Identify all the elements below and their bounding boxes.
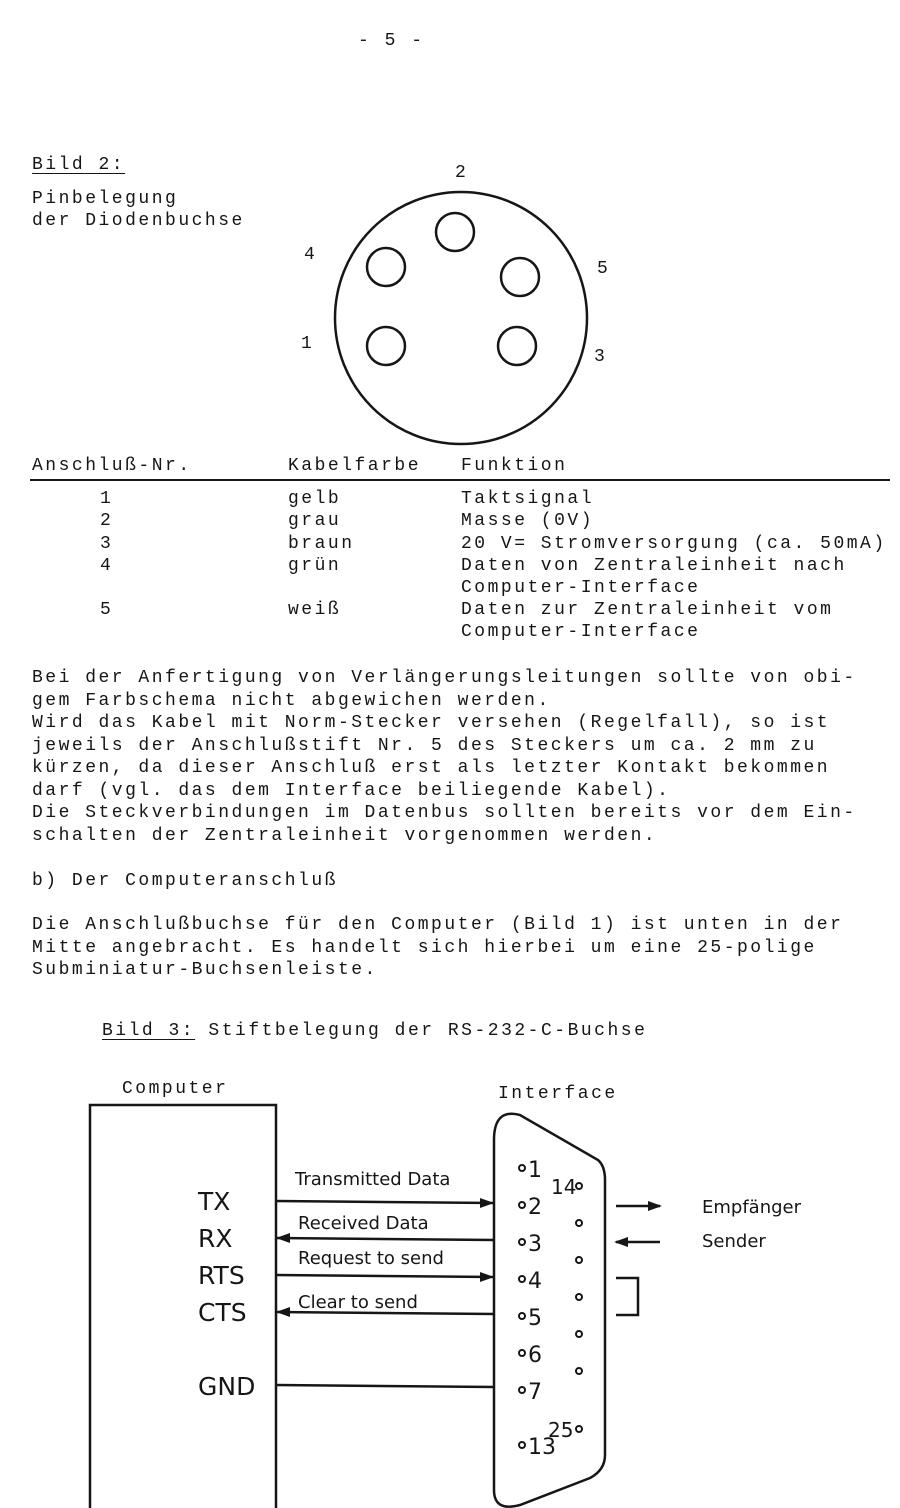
- pin-13: 13: [528, 1435, 556, 1460]
- row-function: 20 V= Stromversorgung (ca. 50mA): [461, 534, 887, 554]
- cts-arrowhead: [276, 1307, 290, 1317]
- pin-6: 6: [528, 1343, 542, 1368]
- row-function: Daten von Zentraleinheit nach: [461, 556, 847, 576]
- pin-1: 1: [528, 1158, 542, 1183]
- text-line: Wird das Kabel mit Norm-Stecker versehen (Regelfall), so ist: [32, 713, 831, 733]
- empfaenger-arrowhead: [648, 1201, 662, 1211]
- row-nr: 5: [100, 600, 114, 620]
- din-pin-2-label: 2: [455, 163, 469, 183]
- text-line: jeweils der Anschlußstift Nr. 5 des Steckers um ca. 2 mm zu: [32, 736, 817, 756]
- line-label-clear: Clear to send: [298, 1292, 418, 1313]
- row-nr: 3: [100, 534, 114, 554]
- rts-cts-bridge: [616, 1278, 638, 1315]
- din-pin-5-label: 5: [597, 259, 611, 279]
- page-number: - 5 -: [358, 31, 425, 51]
- figure2-caption-2: der Diodenbuchse: [32, 211, 245, 231]
- signal-rx: RX: [198, 1224, 233, 1253]
- row-color: grau: [288, 511, 342, 531]
- row-color: grün: [288, 556, 342, 576]
- pin-3: 3: [528, 1232, 542, 1257]
- text-line: gem Farbschema nicht abgewichen werden.: [32, 691, 551, 711]
- rx-line: [276, 1238, 494, 1240]
- row-function: Daten zur Zentraleinheit vom: [461, 600, 834, 620]
- rx-arrowhead: [276, 1233, 290, 1243]
- figure3-label: Bild 3:: [102, 1021, 196, 1041]
- sender-label: Sender: [702, 1231, 766, 1252]
- line-label-received: Received Data: [298, 1213, 429, 1234]
- text-line: Bei der Anfertigung von Verlängerungsleitungen sollte von obi-: [32, 668, 857, 688]
- gnd-line: [276, 1385, 494, 1387]
- row-nr: 4: [100, 556, 114, 576]
- interface-label: Interface: [498, 1084, 618, 1104]
- figure2-caption-1: Pinbelegung: [32, 189, 179, 209]
- table-header-color: Kabelfarbe: [288, 456, 422, 476]
- signal-tx: TX: [198, 1187, 231, 1216]
- text-line: Subminiatur-Buchsenleiste.: [32, 960, 378, 980]
- text-line: schalten der Zentraleinheit vorgenommen werden.: [32, 826, 658, 846]
- row-color: weiß: [288, 600, 342, 620]
- row-color: gelb: [288, 489, 342, 509]
- text-line: Die Steckverbindungen im Datenbus sollten bereits vor dem Ein-: [32, 803, 857, 823]
- text-line: kürzen, da dieser Anschluß erst als letzter Kontakt bekommen: [32, 758, 831, 778]
- signal-rts: RTS: [198, 1261, 245, 1290]
- pin-7: 7: [528, 1380, 542, 1405]
- computer-box: [90, 1105, 276, 1508]
- rts-line: [276, 1275, 494, 1277]
- row-nr: 2: [100, 511, 114, 531]
- figure3-caption: [102, 1020, 647, 1043]
- text-line: Die Anschlußbuchse für den Computer (Bild 1) ist unten in der: [32, 915, 844, 935]
- table-header-function: Funktion: [461, 456, 568, 476]
- section-heading: b) Der Computeranschluß: [32, 871, 338, 891]
- line-label-request: Request to send: [298, 1248, 444, 1269]
- table-header-nr: Anschluß-Nr.: [32, 456, 192, 476]
- sender-arrowhead: [614, 1237, 628, 1247]
- pin-25: 25: [548, 1418, 574, 1442]
- tx-line: [276, 1201, 494, 1203]
- din-pin-3-label: 3: [594, 347, 608, 367]
- figure3-title: Stiftbelegung der RS-232-C-Buchse: [195, 1021, 648, 1041]
- din-pin-1-label: 1: [301, 334, 315, 354]
- figure2-label: Bild 2:: [32, 155, 126, 175]
- row-color: braun: [288, 534, 355, 554]
- row-function: Taktsignal: [461, 489, 595, 509]
- row-function: Masse (0V): [461, 511, 595, 531]
- din-pin-4-label: 4: [304, 245, 318, 265]
- text-line: darf (vgl. das dem Interface beiliegende Kabel).: [32, 781, 671, 801]
- tx-arrowhead: [480, 1198, 494, 1208]
- pin-4: 4: [528, 1269, 542, 1294]
- row-function-cont: Computer-Interface: [461, 622, 701, 642]
- row-nr: 1: [100, 489, 114, 509]
- text-line: Mitte angebracht. Es handelt sich hierbei um eine 25-polige: [32, 938, 817, 958]
- row-function-cont: Computer-Interface: [461, 578, 701, 598]
- empfaenger-label: Empfänger: [702, 1197, 802, 1218]
- computer-label: Computer: [122, 1079, 229, 1099]
- pin-5: 5: [528, 1306, 542, 1331]
- pin-14: 14: [551, 1175, 577, 1199]
- signal-gnd: GND: [198, 1372, 256, 1401]
- signal-cts: CTS: [198, 1298, 247, 1327]
- pin-2: 2: [528, 1195, 542, 1220]
- line-label-transmitted: Transmitted Data: [295, 1169, 451, 1190]
- rts-arrowhead: [480, 1272, 494, 1282]
- din-socket-diagram: [335, 192, 587, 444]
